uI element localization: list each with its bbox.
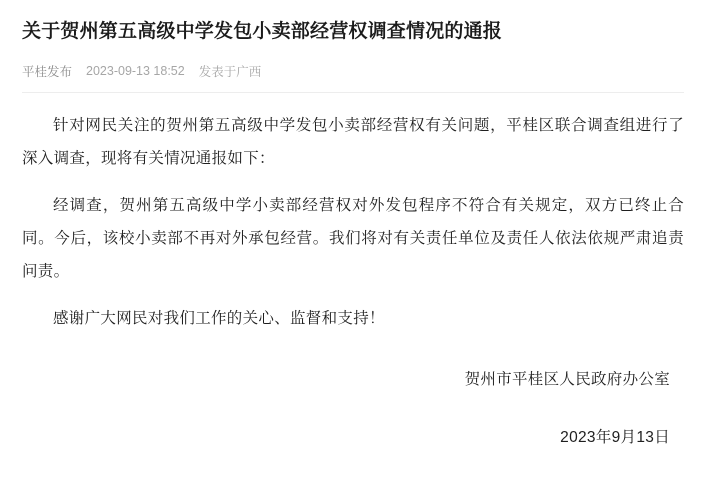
body-paragraph: 针对网民关注的贺州第五高级中学发包小卖部经营权有关问题，平桂区联合调查组进行了深入调查，现将有关情况通报如下： [22, 117, 684, 167]
meta-location: 发表于广西 [198, 65, 262, 79]
signature-organization: 贺州市平桂区人民政府办公室 [464, 371, 670, 388]
article-body [22, 109, 684, 335]
meta-source: 平桂发布 [22, 65, 73, 79]
page-title: 关于贺州第五高级中学发包小卖部经营权调查情况的通报 [22, 21, 503, 42]
body-paragraph: 经调查，贺州第五高级中学小卖部经营权对外发包程序不符合有关规定，双方已终止合同。今后，该校小卖部不再对外承包经营。我们将对有关责任单位及责任人依法依规严肃追责问责。 [22, 197, 684, 280]
signature-date: 2023年9月13日 [560, 429, 670, 446]
body-paragraph: 感谢广大网民对我们工作的关心、监督和支持！ [53, 310, 385, 327]
article-meta [22, 62, 684, 80]
meta-timestamp: 2023-09-13 18:52 [86, 64, 185, 78]
header-divider [22, 92, 684, 93]
signature-block [22, 365, 684, 453]
